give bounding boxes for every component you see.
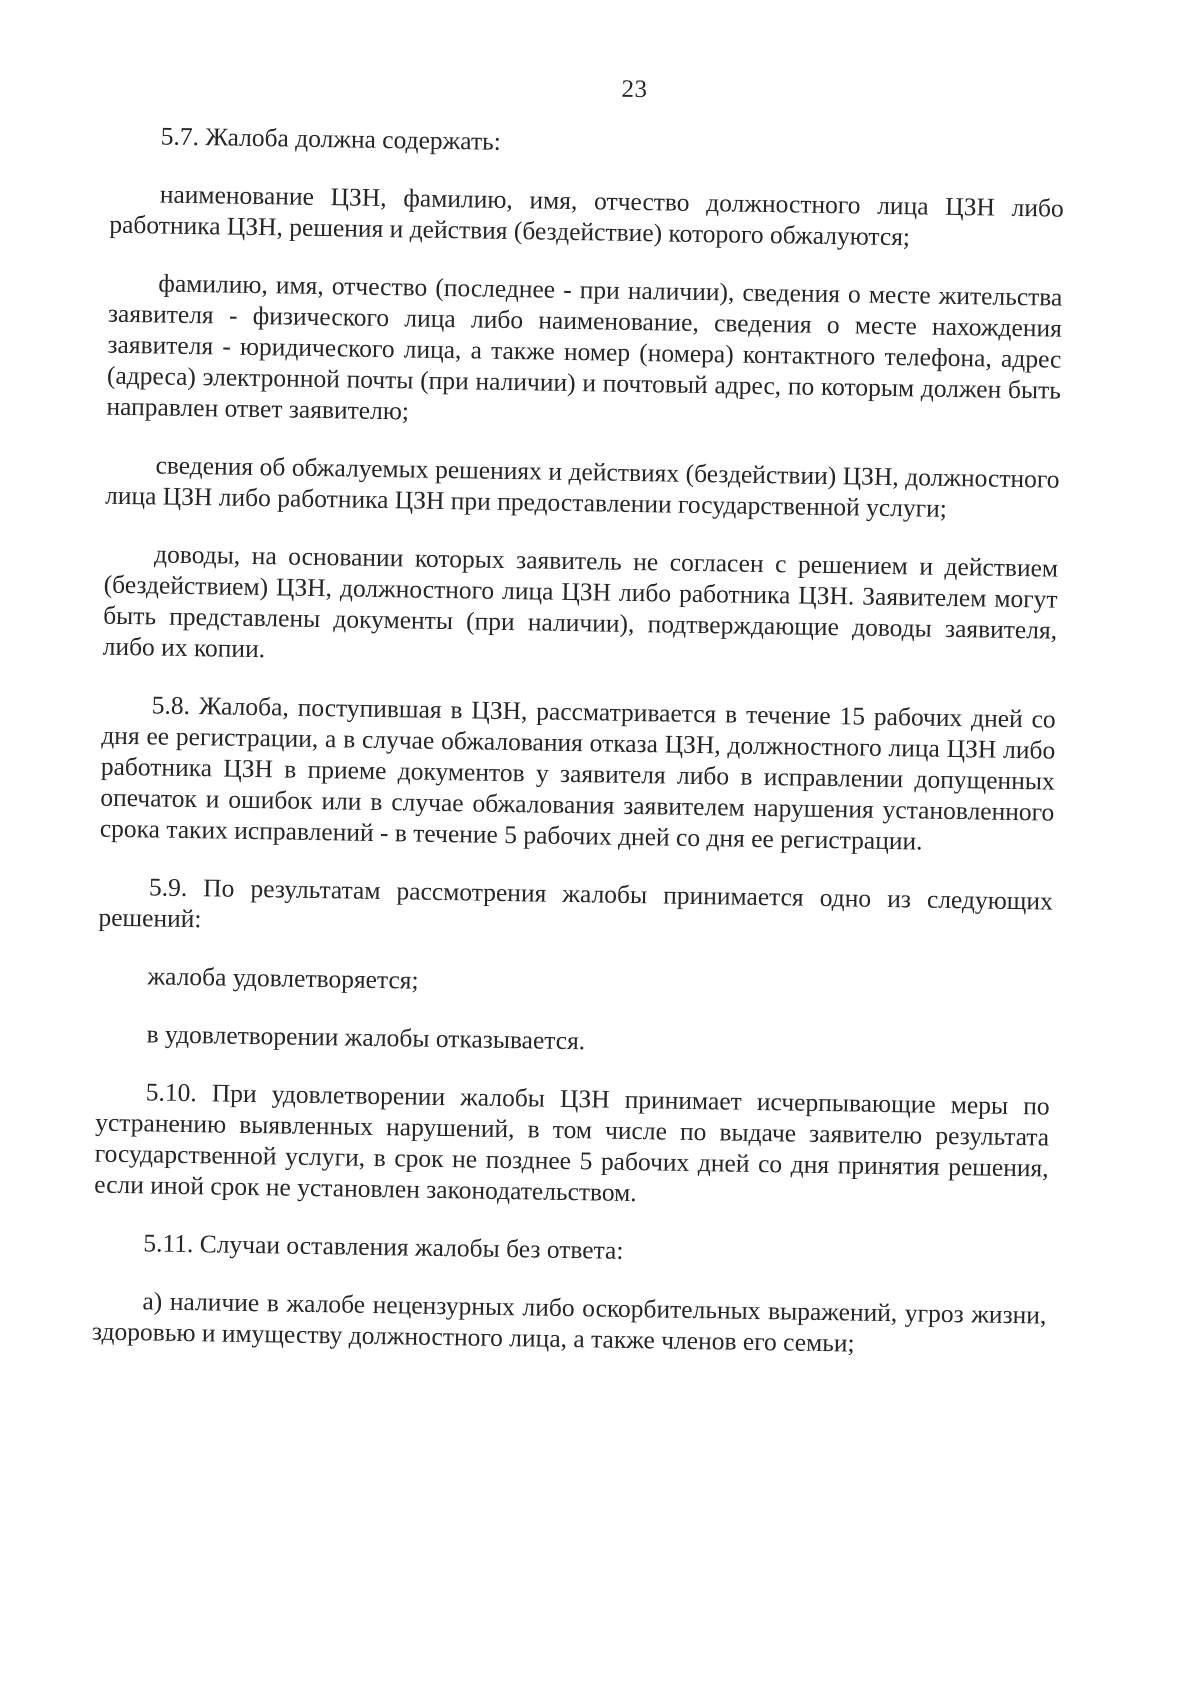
paragraph-5-11: 5.11. Случаи оставления жалобы без ответа: [143, 1228, 624, 1265]
page-number: 23 [621, 75, 648, 104]
paragraph-complaint-org-name: наименование ЦЗН, фамилию, имя, отчество должностного лица ЦЗН либо работника ЦЗН, решения и действия (бездействие) которого обжалуются; [109, 179, 1064, 252]
paragraph-5-10: 5.10. При удовлетворении жалобы ЦЗН принимает исчерпывающие меры по устранению выявленных нарушений, в том числе по выдаче заявителю результата государственной услуги, в срок не позднее 5 рабочих дней со дня принятия решения, если иной срок не установлен законодательством. [94, 1077, 1050, 1208]
paragraph-5-7-heading: 5.7. Жалоба должна содержать: [160, 121, 502, 156]
paragraph-5-9: 5.9. По результатам рассмотрения жалобы принимается одно из следующих решений: [98, 872, 1054, 934]
paragraph-complaint-satisfied: жалоба удовлетворяется; [147, 961, 419, 995]
paragraph-arguments: доводы, на основании которых заявитель не согласен с решением и действием (бездействием) ЦЗН, должностного лица ЦЗН либо работника ЦЗН. Заявителем могут быть представлены документы (при наличии), подтверждающие доводы заявителя, либо их копии. [102, 539, 1059, 664]
paragraph-appealed-decisions: сведения об обжалуемых решениях и действиях (бездействии) ЦЗН, должностного лица ЦЗН либо работника ЦЗН при предоставлении государственной услуги; [104, 450, 1060, 523]
paragraph-5-11-a: а) наличие в жалобе нецензурных либо оскорбительных выражений, угроз жизни, здоровью и имуществу должностного лица, а также членов его семьи; [91, 1286, 1047, 1358]
document-body [91, 120, 1065, 1389]
paragraph-complaint-rejected: в удовлетворении жалобы отказывается. [146, 1019, 586, 1056]
paragraph-complainant-details: фамилию, имя, отчество (последнее - при наличии), сведения о месте жительства заявителя - физического лица либо наименование, сведения о месте нахождения заявителя - юридического лица, а также номер (номера) контактного телефона, адрес (адреса) электронной почты (при наличии) и почтовый адрес, по которым должен быть направлен ответ заявителю; [106, 268, 1063, 426]
paragraph-5-8: 5.8. Жалоба, поступившая в ЦЗН, рассматривается в течение 15 рабочих дней со дня ее регистрации, а в случае обжалования отказа ЦЗН, должностного лица ЦЗН либо работника ЦЗН в приеме документов у заявителя либо в исправлении допущенных опечаток и ошибок или в случае обжалования заявителем нарушения установленного срока таких исправлений - в течение 5 рабочих дней со дня ее регистрации. [99, 690, 1056, 856]
